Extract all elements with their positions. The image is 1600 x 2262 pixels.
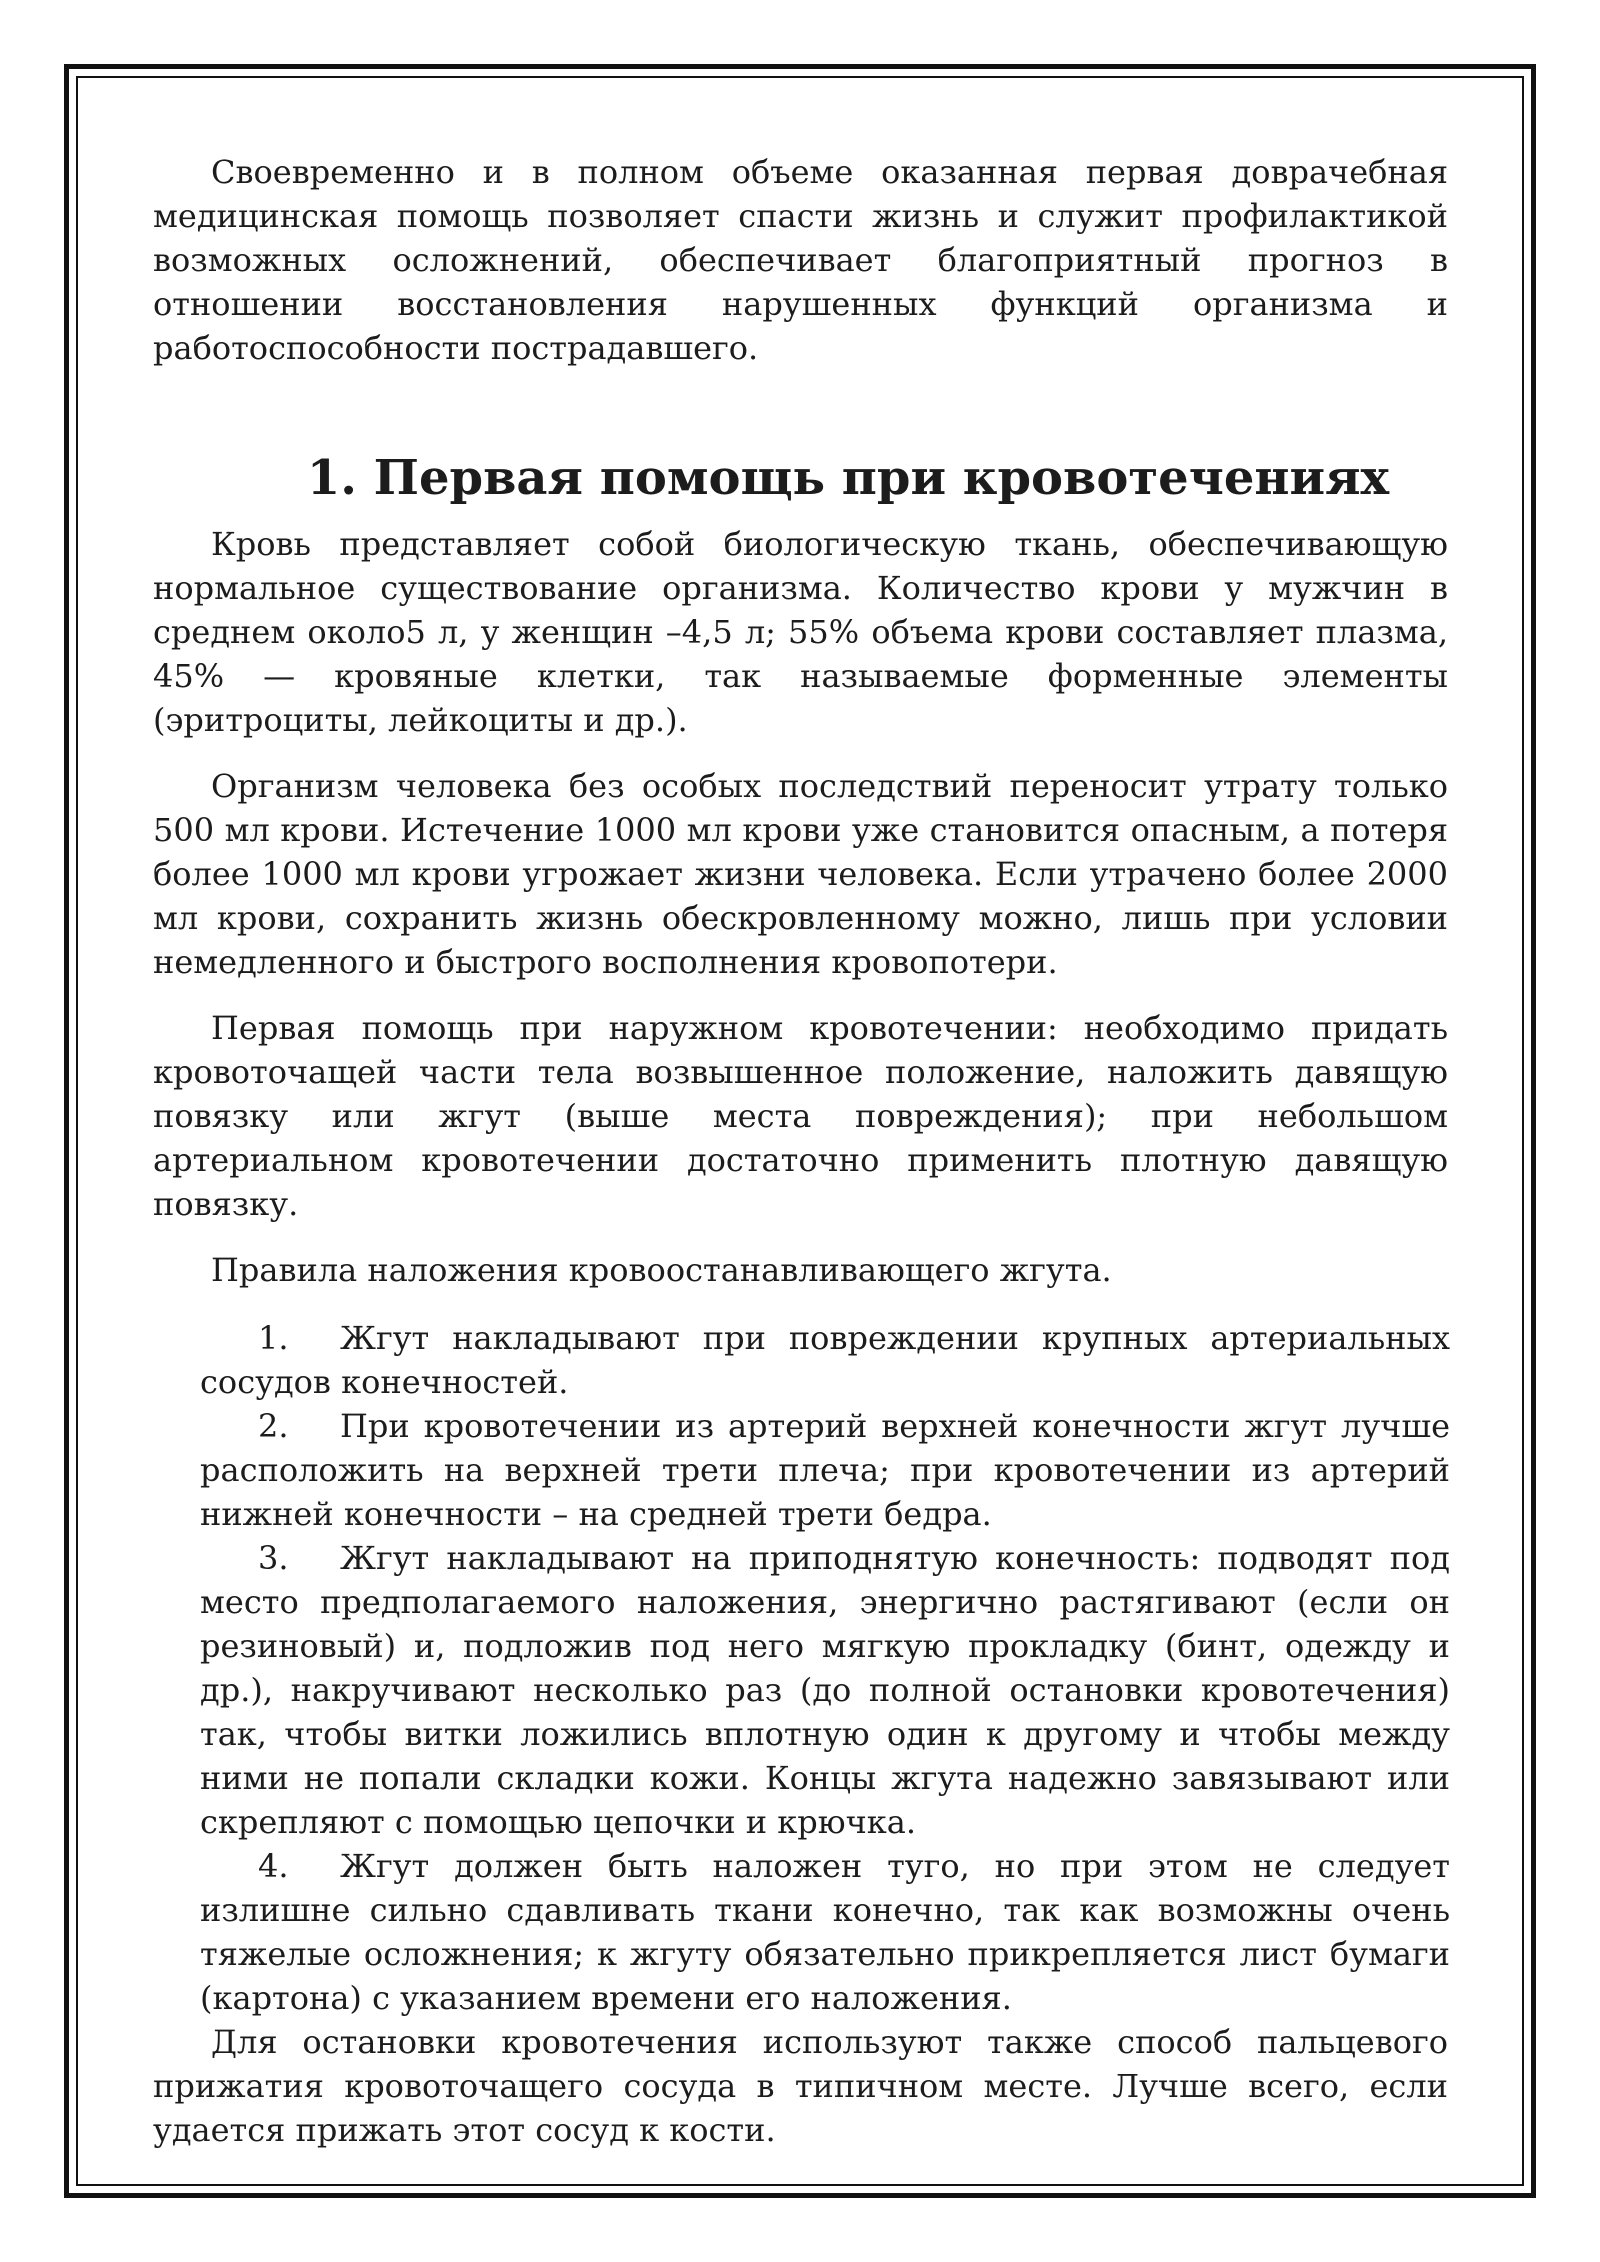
blood-loss-paragraph: Организм человека без особых последствий переносит утрату только 500 мл крови. Истечение 1000 мл крови уже становится опасным, а потеря более 1000 мл крови угрожает жизни человека. Если утрачено более 2000 мл крови, сохранить жизнь обескровленному можно, лишь при условии немедленного и быстрого восполнения кровопотери. bbox=[153, 767, 1448, 981]
list-item bbox=[200, 1404, 1450, 1536]
list-item bbox=[200, 1844, 1450, 2020]
list-item-text: При кровотечении из артерий верхней конечности жгут лучше расположить на верхней трети плеча; при кровотечении из артерий нижней конечности – на средней трети бедра. bbox=[200, 1407, 1450, 1533]
intro-paragraph: Своевременно и в полном объеме оказанная первая доврачебная медицинская помощь позволяет спасти жизнь и служит профилактикой возможных осложнений, обеспечивает благоприятный прогноз в отношении восстановления нарушенных функций организма и работоспособности пострадавшего. bbox=[153, 153, 1448, 367]
document-body bbox=[153, 150, 1448, 2152]
list-item-number: 2. bbox=[258, 1407, 289, 1445]
list-item-text: Жгут накладывают на приподнятую конечность: подводят под место предполагаемого наложения, энергично растягивают (если он резиновый) и, подложив под него мягкую прокладку (бинт, одежду и др.), накручивают несколько раз (до полной остановки кровотечения) так, чтобы витки ложились вплотную один к другому и чтобы между ними не попали складки кожи. Концы жгута надежно завязывают или скрепляют с помощью цепочки и крючка. bbox=[200, 1539, 1450, 1841]
list-item-number: 4. bbox=[258, 1847, 289, 1885]
list-item bbox=[200, 1316, 1450, 1404]
section-heading: 1. Первая помощь при кровотечениях bbox=[306, 450, 1390, 506]
list-item-text: Жгут должен быть наложен туго, но при этом не следует излишне сильно сдавливать ткани конечно, так как возможны очень тяжелые осложнения; к жгуту обязательно прикрепляется лист бумаги (картона) с указанием времени его наложения. bbox=[200, 1847, 1450, 2017]
list-item-number: 3. bbox=[258, 1539, 289, 1577]
list-item bbox=[200, 1536, 1450, 1844]
list-item-text: Жгут накладывают при повреждении крупных артериальных сосудов конечностей. bbox=[200, 1319, 1450, 1401]
blood-paragraph: Кровь представляет собой биологическую ткань, обеспечивающую нормальное существование организма. Количество крови у мужчин в среднем около5 л, у женщин –4,5 л; 55% объема крови составляет плазма, 45% — кровяные клетки, так называемые форменные элементы (эритроциты, лейкоциты и др.). bbox=[153, 525, 1448, 739]
finger-pressure-paragraph: Для остановки кровотечения используют также способ пальцевого прижатия кровоточащего сосуда в типичном месте. Лучше всего, если удается прижать этот сосуд к кости. bbox=[153, 2023, 1448, 2149]
first-aid-paragraph: Первая помощь при наружном кровотечении: необходимо придать кровоточащей части тела возвышенное положение, наложить давящую повязку или жгут (выше места повреждения); при небольшом артериальном кровотечении достаточно применить плотную давящую повязку. bbox=[153, 1009, 1448, 1223]
list-item-number: 1. bbox=[258, 1319, 289, 1357]
tourniquet-rules-list bbox=[200, 1316, 1450, 2020]
rules-title: Правила наложения кровоостанавливающего жгута. bbox=[211, 1251, 1112, 1289]
